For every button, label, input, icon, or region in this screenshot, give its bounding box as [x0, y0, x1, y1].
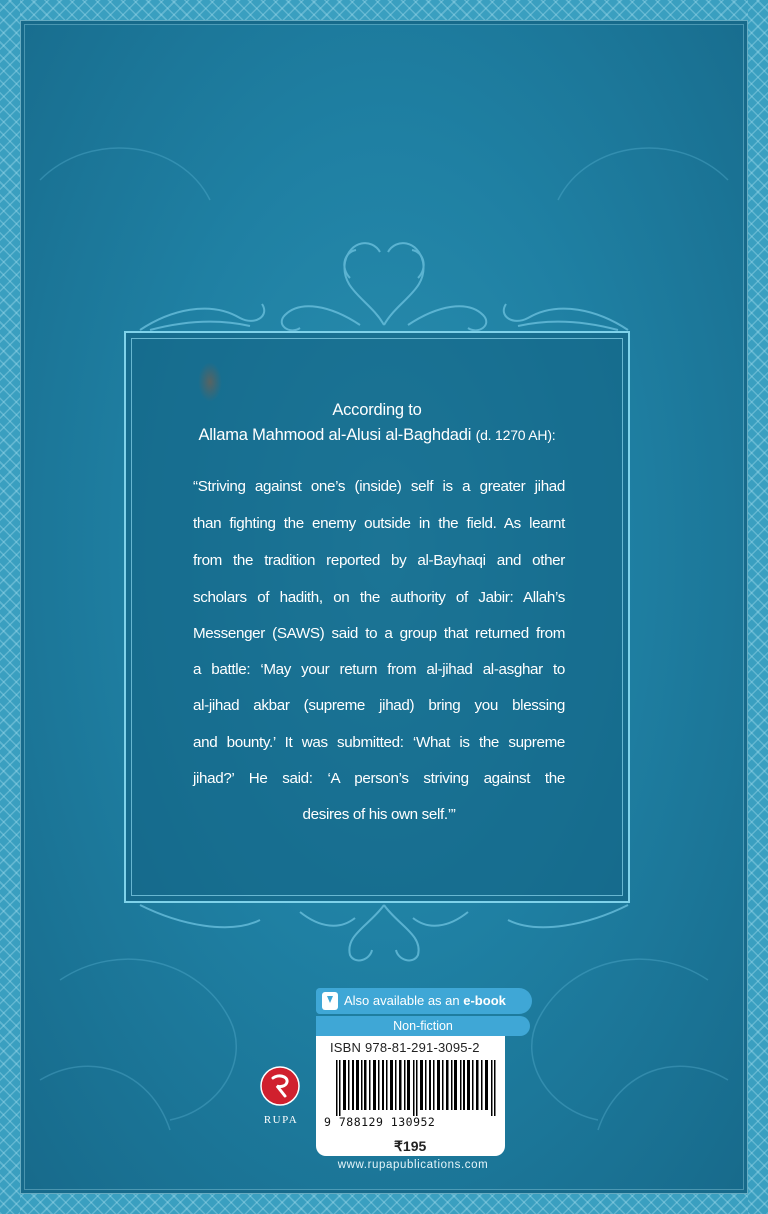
ebook-availability-label: [316, 988, 532, 1014]
quote-line: al-jihad akbar (supreme jihad) bring you blessing: [193, 697, 565, 714]
attribution-intro: According to: [332, 401, 422, 419]
price-tag: ₹195: [394, 1138, 427, 1154]
quote-line: than fighting the enemy outside in the field. As learnt: [193, 515, 565, 532]
barcode-digits: 9 788129 130952: [324, 1115, 436, 1129]
publisher-website: www.rupapublications.com: [337, 1159, 489, 1171]
genre-label: Non-fiction: [316, 1016, 530, 1036]
ebook-label-prefix: Also available as an: [344, 993, 464, 1008]
quote-line-last: desires of his own self.’”: [302, 806, 456, 823]
isbn-text: ISBN 978-81-291-3095-2: [330, 1040, 480, 1055]
ebook-label-bold: e-book: [463, 993, 506, 1008]
attribution-author: [140, 426, 614, 445]
quote-line: Messenger (SAWS) said to a group that returned from: [193, 625, 565, 642]
attribution-date: (d. 1270 AH):: [475, 427, 556, 443]
quote-line: a battle: ‘May your return from al-jihad al-asghar to: [193, 661, 565, 678]
quote-line: scholars of hadith, on the authority of Jabir: Allah’s: [193, 589, 565, 606]
publisher-name: RUPA: [263, 1114, 299, 1126]
quote-line: from the tradition reported by al-Bayhaqi and other: [193, 552, 565, 569]
barcode-image: [336, 1060, 496, 1116]
quote-line: “Striving against one’s (inside) self is a greater jihad: [193, 478, 565, 495]
quote-line: and bounty.’ It was submitted: ‘What is the supreme: [193, 734, 565, 751]
rupa-r-logo-icon: [260, 1066, 300, 1106]
attribution-author-name: Allama Mahmood al-Alusi al-Baghdadi: [198, 426, 472, 444]
download-icon: [322, 992, 338, 1010]
cover-stain-mark: [198, 362, 222, 402]
quote-line: jihad?’ He said: ‘A person’s striving against the: [193, 770, 565, 787]
